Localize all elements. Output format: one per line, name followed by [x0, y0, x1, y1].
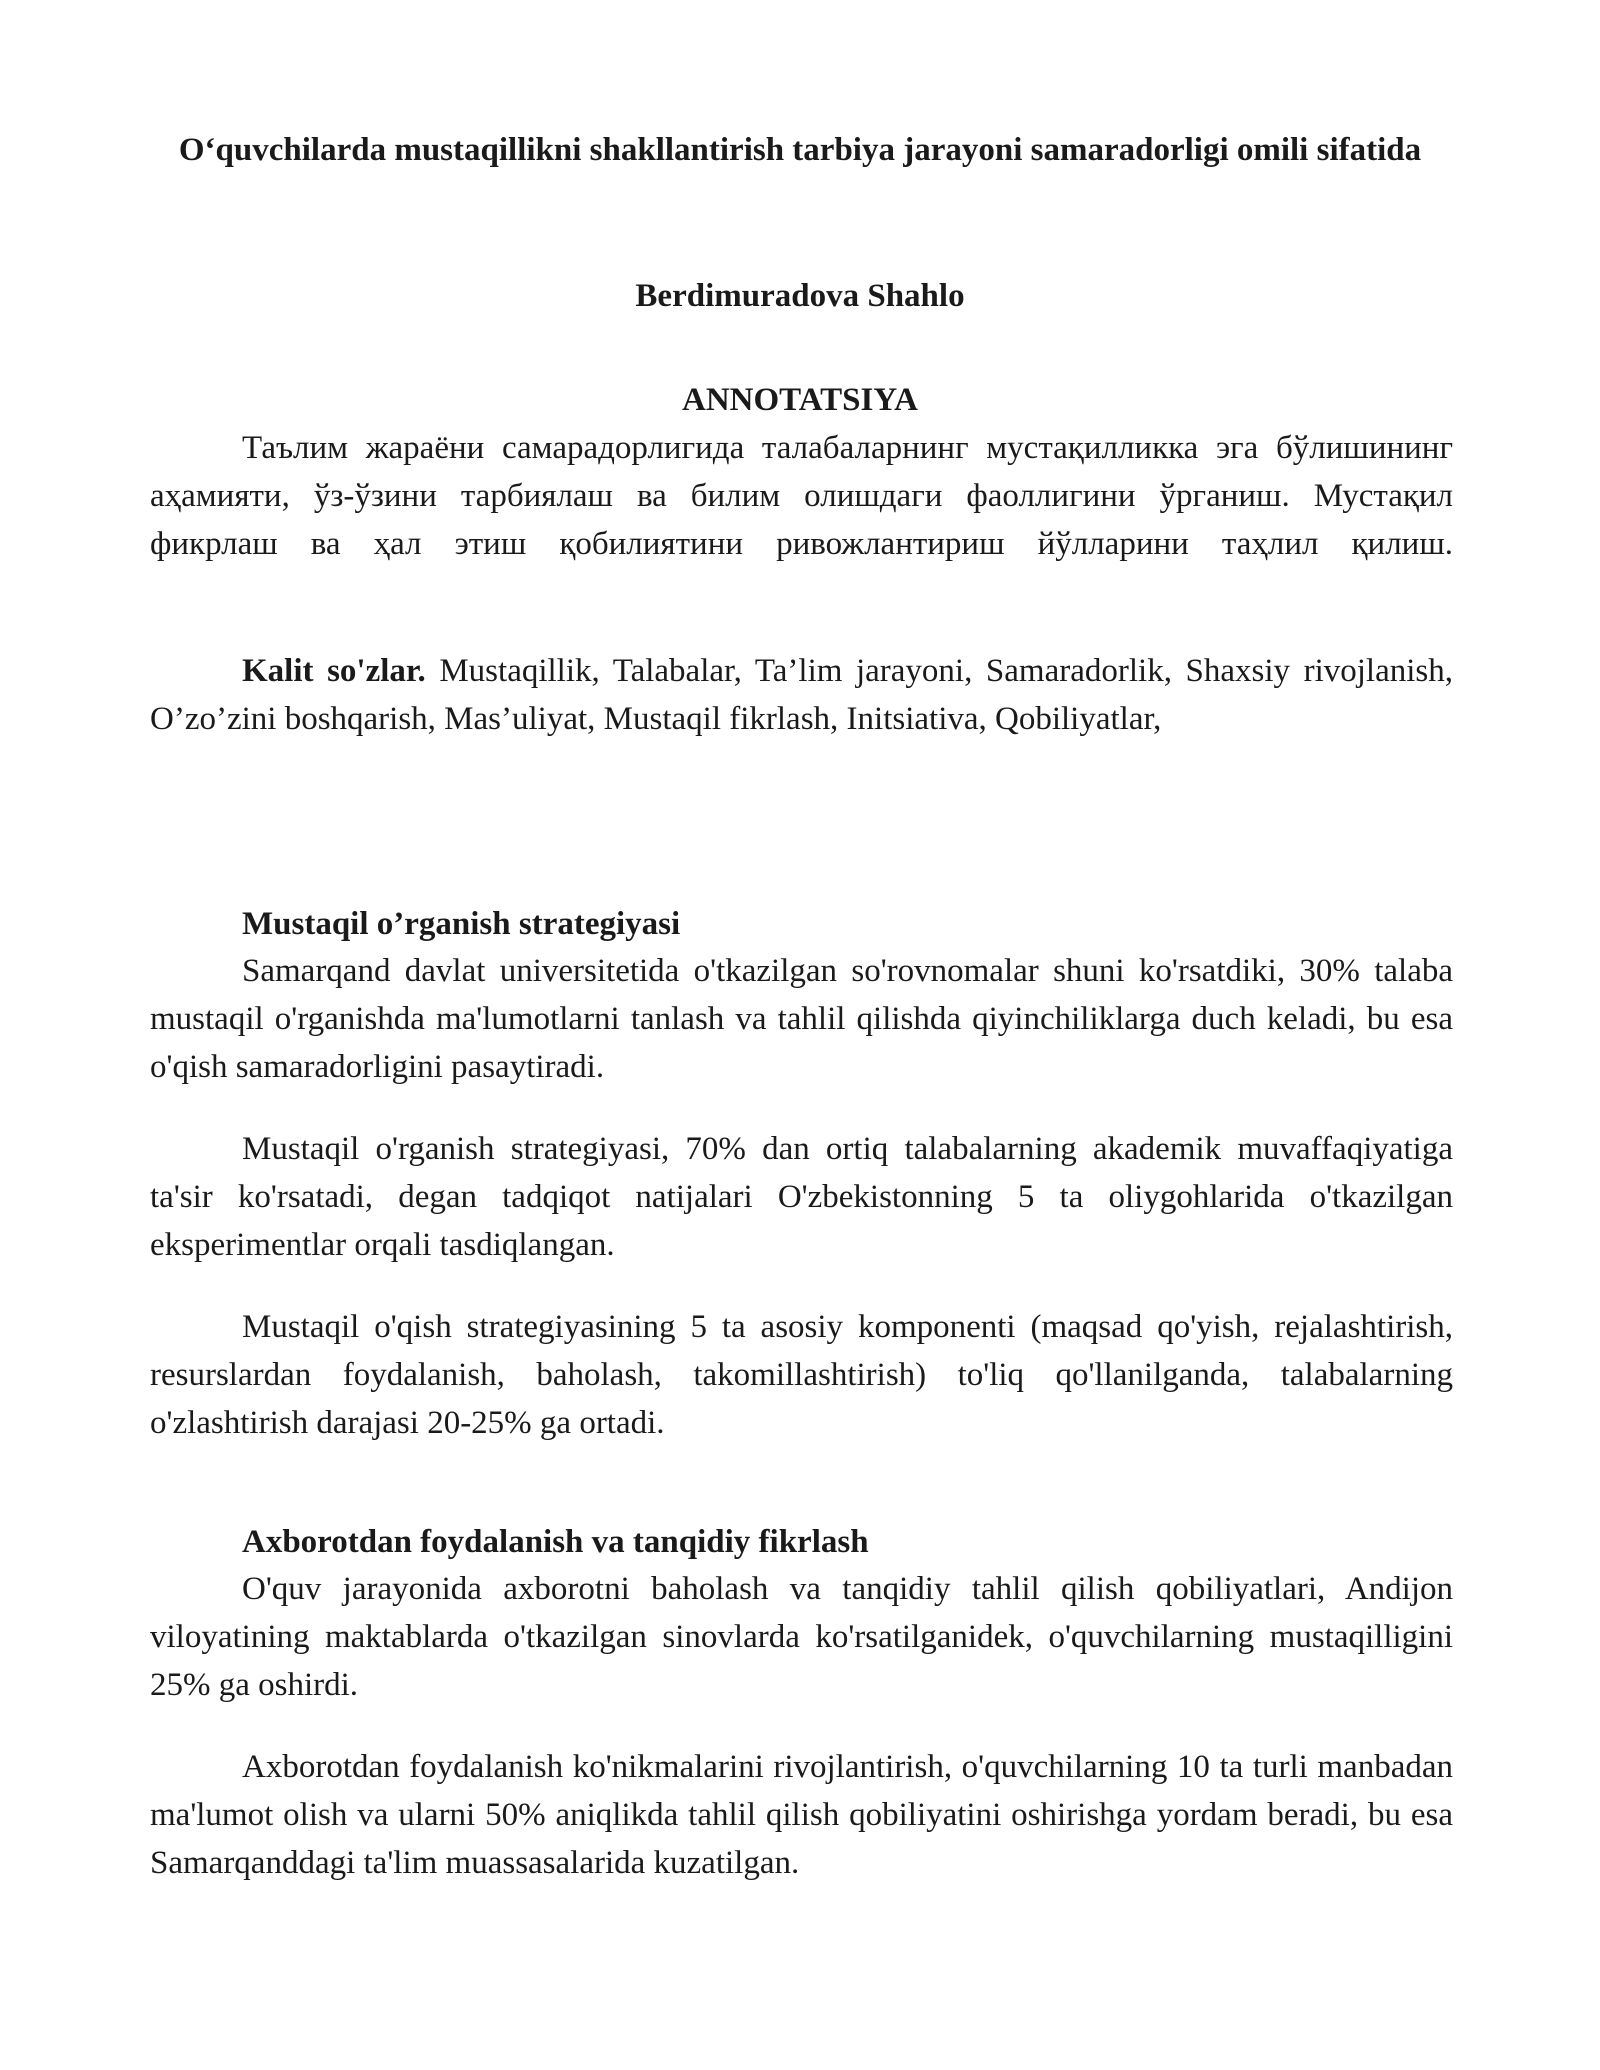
section1-paragraph: Mustaqil o'qish strategiyasining 5 ta asosiy komponenti (maqsad qo'yish, rejalashtirish, resurslardan foydalanish, baholash, takomillashtirish) to'liq qo'llanilganda, talabalarning o'zlashtirish darajasi 20-25% ga ortadi. — [150, 1309, 1453, 1441]
section1-paragraph: Mustaqil o'rganish strategiyasi, 70% dan ortiq talabalarning akademik muvaffaqiyatiga ta'sir ko'rsatadi, degan tadqiqot natijalari O'zbekistonning 5 ta oliygohlarida o'tkazilgan eksperimentlar orqali tasdiqlangan. — [150, 1131, 1453, 1263]
author-name: Berdimuradova Shahlo — [635, 278, 965, 314]
annotation-text: Таълим жараёни самарадорлигида талабаларнинг мустақилликка эга бўлишининг аҳамияти, ўз-ўзини тарбиялаш ва билим олишдаги фаоллигини ўрганиш. Мустақил фикрлаш ва ҳал этиш қобилиятини ривожлантириш йўлларини таҳлил қилиш. — [150, 430, 1453, 562]
section2-paragraph: O'quv jarayonida axborotni baholash va tanqidiy tahlil qilish qobiliyatlari, Andijon viloyatining maktablarda o'tkazilgan sinovlarda ko'rsatilganidek, o'quvchilarning mustaqilligini 25% ga oshirdi. — [150, 1571, 1453, 1703]
keywords-label: Kalit so'zlar. — [242, 653, 426, 689]
section1-paragraph: Samarqand davlat universitetida o'tkazilgan so'rovnomalar shuni ko'rsatdiki, 30% talaba mustaqil o'rganishda ma'lumotlarni tanlash va tahlil qilishda qiyinchiliklarga duch keladi, bu esa o'qish samaradorligini pasaytiradi. — [150, 953, 1453, 1085]
document-title: O‘quvchilarda mustaqillikni shakllantirish tarbiya jarayoni samaradorligi omili sifatida — [178, 132, 1422, 168]
keywords-text: Mustaqillik, Talabalar, Ta’lim jarayoni, Samaradorlik, Shaxsiy rivojlanish, O’zo’zini boshqarish, Mas’uliyat, Mustaqil fikrlash, Initsiativa, Qobiliyatlar, — [150, 653, 1453, 737]
annotation-heading: ANNOTATSIYA — [682, 382, 918, 418]
section-heading-independent-learning: Mustaqil o’rganish strategiyasi — [242, 906, 681, 942]
section-heading-information-use: Axborotdan foydalanish va tanqidiy fikrlash — [242, 1524, 869, 1560]
keywords-paragraph — [150, 647, 1453, 743]
section2-paragraph: Axborotdan foydalanish ko'nikmalarini rivojlantirish, o'quvchilarning 10 ta turli manbadan ma'lumot olish va ularni 50% aniqlikda tahlil qilish qobiliyatini oshirishga yordam beradi, bu esa Samarqanddagi ta'lim muassasalarida kuzatilgan. — [150, 1749, 1453, 1881]
